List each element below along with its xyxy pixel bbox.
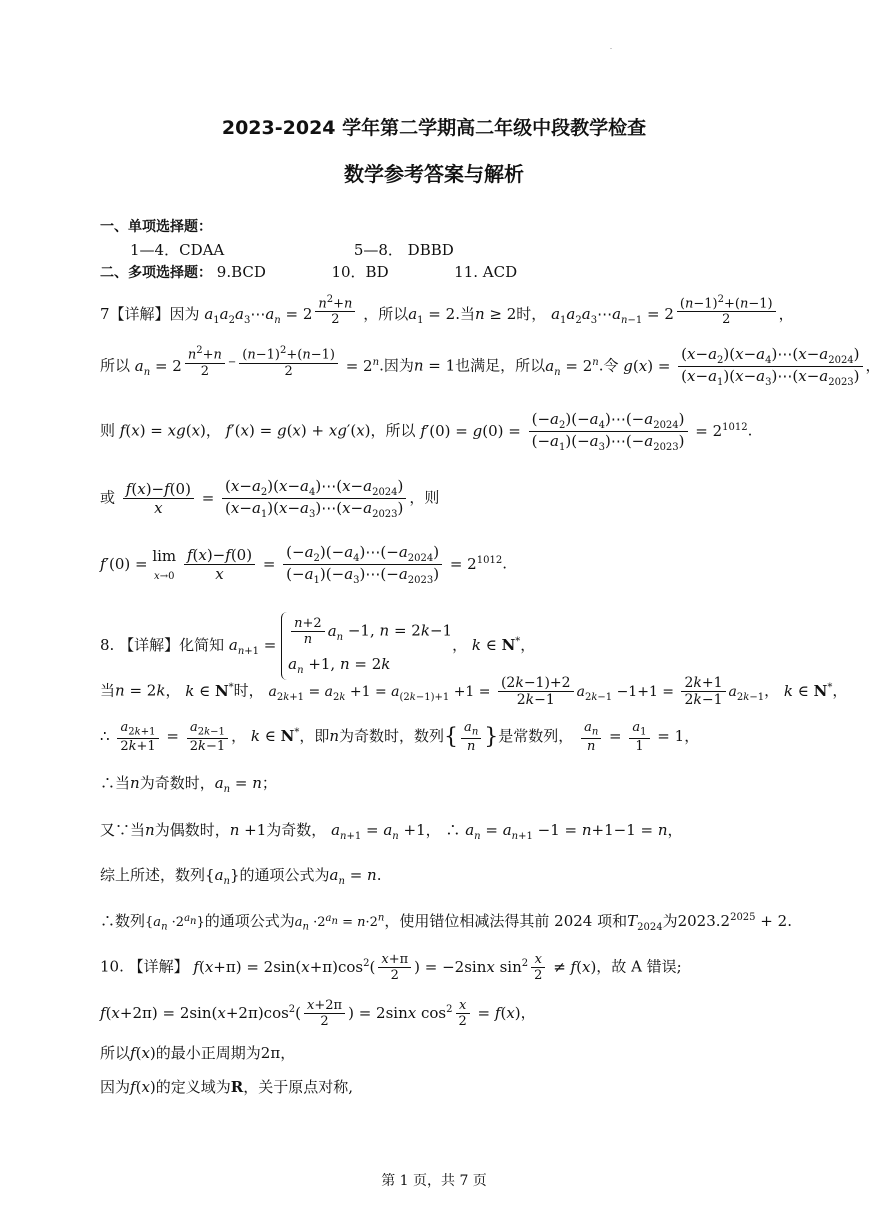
formula: f′(0) = g(0) = $\frac{(-a_2)(-a_4)\cdots(-a_{2024})}{(-a_1)(-a_3)\cdots(-a_{2023})}$ = $2^{1012}$ xyxy=(420,410,748,453)
formula: $f(x+2\pi) = 2\sin(x+2\pi)\cos^2$( $\frac{x+2\pi}{2}$ ) = 2sinx $\cos^2$ $\frac{x}{2}$ = f(x) xyxy=(100,998,521,1029)
formula: f′(x) = g(x) + xg′(x) xyxy=(225,421,371,440)
page-footer: 第 1 页，共 7 页 xyxy=(381,1173,487,1189)
formula: ∴ $a_n = a_{n+1} -1 = n+1-1 = n$ xyxy=(445,821,668,842)
q8-line-3: ∴ $\frac{a_{2k+1}}{2k+1}$ = $\frac{a_{2k-1}}{2k-1}$ ， k ∈ N*，即n为奇数时，数列{ $\frac{a_n}{n}$ }是常数列， $\frac{a_n}{n}$ = $\frac{a_1}{1}$ = 1， xyxy=(100,720,700,754)
formula: $a_n = n$ xyxy=(329,866,377,887)
q8-line-5: 又∵当n为偶数时，n +1为奇数， $a_{n+1} = a_n +1$， ∴ $a_n = a_{n+1} -1 = n+1-1 = n$， xyxy=(100,821,683,842)
answers-5-8: 5—8． DBBD xyxy=(353,241,454,259)
scan-dot xyxy=(610,48,612,49)
formula: $T_{2024}$ xyxy=(627,912,663,933)
formula: $\{a_n \cdot 2^{a_n}\}$ xyxy=(145,912,205,933)
formula: $a_1 = 2$ xyxy=(408,305,456,327)
formula: $\frac{f(x)-f(0)}{x}$ = $\frac{(x-a_2)(x-a_4)\cdots(x-a_{2024})}{(x-a_1)(x-a_3)\cdots(x-a_{2023})}$ xyxy=(120,489,410,507)
formula: f(x) = xg(x) xyxy=(119,421,206,440)
q7-line-1: 7【详解】因为 $a_1a_2a_3\cdots a_n = 2$ $^{\frac{n^2+n}{2}}$ ，所以$a_1 = 2$.当n ≥ 2时， $a_1a_2a_3\cdots a_{n-1} = 2$ $^{\frac{(n-1)^2+(n-1)}{2}}$ ， xyxy=(100,294,794,328)
multi-choice-answers xyxy=(100,261,517,282)
q8-label: 8. 【详解】化简知 xyxy=(100,636,225,654)
q7-line-2: 所以 $a_n = 2$ $^{\frac{n^2+n}{2} - \frac{(n-1)^2+(n-1)}{2}}$ = $2^n$.因为n = 1也满足，所以$a_n = 2^n$.令 g(x) = $\frac{(x-a_2)(x-a_4)\cdots(x-a_{2024})}{(x-a_1)(x-a_3)\cdots(x-a_{2023})}$ ， xyxy=(100,345,881,388)
formula: $\{a_n\}$ xyxy=(205,866,240,887)
single-choice-answers xyxy=(130,239,454,260)
formula: k ∈ N* xyxy=(471,636,521,654)
q8-line-7: ∴数列$\{a_n \cdot 2^{a_n}\}$的通项公式为$a_n \cdot 2^{a_n} = n\cdot 2^n$，使用错位相减法得其前 2024 项和$T_{2024}$为$2023.2^{2025} + 2$. xyxy=(100,912,792,933)
formula: k ∈ N* xyxy=(185,681,234,700)
formula: $\frac{a_n}{n}$ = $\frac{a_1}{1}$ = 1 xyxy=(578,727,684,745)
formula: $a_n \cdot 2^{a_n} = n\cdot 2^n$ xyxy=(294,912,385,933)
formula: 2π xyxy=(260,1044,281,1062)
formula: R xyxy=(230,1078,244,1096)
q10-line-1: 10. 【详解】 $f(x+\pi) = 2\sin(x+\pi)\cos^2$( $\frac{x+\pi}{2}$ ) = −2sinx $\sin^2$ $\frac{x}{2}$ ≠ f(x)，故 A 错误; xyxy=(100,952,682,983)
q8-line-2: 当n = 2k， k ∈ N*时， $a_{2k+1} = a_{2k} +1 = a_{(2k-1)+1} +1$ = $\frac{(2k-1)+2}{2k-1}$ $a_{2k-1} -1+1$ = $\frac{2k+1}{2k-1}$ $a_{2k-1}$， k ∈ N*， xyxy=(100,675,848,708)
answers-1-4: 1—4．CDAA xyxy=(130,241,225,259)
formula: g(x) = $\frac{(x-a_2)(x-a_4)\cdots(x-a_{2024})}{(x-a_1)(x-a_3)\cdots(x-a_{2023})}$ xyxy=(623,357,865,375)
q7-line-4: 或 $\frac{f(x)-f(0)}{x}$ = $\frac{(x-a_2)(x-a_4)\cdots(x-a_{2024})}{(x-a_1)(x-a_3)\cdots(x-a_{2023})}$ ，则 xyxy=(100,477,440,520)
page-subtitle: 数学参考答案与解析 xyxy=(344,162,524,186)
q8-line-4: ∴当n为奇数时，$a_n = n$； xyxy=(100,774,277,795)
formula: $a_1a_2a_3\cdots a_{n-1} = 2$ $^{\frac{(n-1)^2+(n-1)}{2}}$ xyxy=(551,305,778,323)
q10-line-3: 所以f(x)的最小正周期为2π， xyxy=(100,1044,296,1062)
formula: n = 1 xyxy=(413,356,456,375)
formula: ∴ $\frac{a_{2k+1}}{2k+1}$ = $\frac{a_{2k-1}}{2k-1}$ xyxy=(100,727,231,745)
formula: k ∈ N* xyxy=(783,681,833,700)
q8-line-6: 综上所述，数列$\{a_n\}$的通项公式为$a_n = n$. xyxy=(100,866,382,887)
section-multi-choice-label: 二、多项选择题： xyxy=(100,265,212,281)
answer-10: 10．BD xyxy=(331,263,389,281)
q7-label: 7【详解】因为 xyxy=(100,305,200,324)
formula: n +1 xyxy=(229,821,267,839)
formula: $a_{n+1} = a_n +1$ xyxy=(331,821,426,842)
q10-line-4: 因为f(x)的定义域为R，关于原点对称, xyxy=(100,1078,354,1096)
formula: $a_n = 2^n$ xyxy=(545,356,599,378)
formula: $2023.2^{2025} + 2$ xyxy=(677,912,788,930)
q7-line-3: 则 f(x) = xg(x)， f′(x) = g(x) + xg′(x)，所以 f′(0) = g(0) = $\frac{(-a_2)(-a_4)\cdots(-a_{2024})}{(-a_1)(-a_3)\cdots(-a_{2023})}$ = $2^{1012}$. xyxy=(100,410,753,453)
formula: k ∈ N* xyxy=(250,726,300,745)
formula: { $\frac{a_n}{n}$ } xyxy=(444,720,499,754)
answer-9: 9.BCD xyxy=(216,263,266,281)
formula: $a_{n+1}$ = $\frac{n+2}{n}$ $a_n -1$, n = 2k−1 $a_n +1$, n = 2k xyxy=(229,636,452,654)
formula: $a_1a_2a_3\cdots a_n = 2$ $^{\frac{n^2+n}{2}}$ xyxy=(204,305,358,323)
formula: f(x) xyxy=(130,1044,156,1062)
page-title: 2023-2024 学年第二学期高二年级中段教学检查 xyxy=(221,117,647,139)
q10-label: 10. 【详解】 xyxy=(100,957,189,976)
formula: n ≥ 2 xyxy=(474,305,517,324)
formula: $f(x+\pi) = 2\sin(x+\pi)\cos^2$( $\frac{x+\pi}{2}$ ) = −2sinx $\sin^2$ $\frac{x}{2}$ ≠ f(x) xyxy=(193,952,597,983)
formula: $a_{2k+1} = a_{2k} +1 = a_{(2k-1)+1} +1$ = $\frac{(2k-1)+2}{2k-1}$ $a_{2k-1} -1+1$ = $\frac{2k+1}{2k-1}$ $a_{2k-1}$ xyxy=(268,675,765,708)
q10-line-2: $f(x+2\pi) = 2\sin(x+2\pi)\cos^2$( $\frac{x+2\pi}{2}$ ) = 2sinx $\cos^2$ $\frac{x}{2}$ = f(x)， xyxy=(100,998,536,1029)
formula: $a_n = n$ xyxy=(214,774,262,795)
answer-11: 11. ACD xyxy=(454,263,518,281)
formula: $a_n = 2$ $^{\frac{n^2+n}{2} - \frac{(n-1)^2+(n-1)}{2}}$ = $2^n$ xyxy=(134,345,380,379)
section-single-choice-label: 一、单项选择题： xyxy=(100,219,212,235)
q8-line-1: 8. 【详解】化简知 $a_{n+1}$ = $\frac{n+2}{n}$ $a_n -1$, n = 2k−1 $a_n +1$, n = 2k ， k ∈ N*， xyxy=(100,612,535,680)
formula: n = 2k xyxy=(115,681,166,700)
formula: f′(0) = lim x→0 $\frac{f(x)-f(0)}{x}$ = $\frac{(-a_2)(-a_4)\cdots(-a_{2024})}{(-a_1)(-a_3)\cdots(-a_{2023})}$ = $2^{1012}$ xyxy=(100,543,503,586)
q7-line-5: f′(0) = lim x→0 $\frac{f(x)-f(0)}{x}$ = $\frac{(-a_2)(-a_4)\cdots(-a_{2024})}{(-a_1)(-a_3)\cdots(-a_{2023})}$ = $2^{1012}$. xyxy=(100,543,507,586)
formula: f(x) xyxy=(130,1078,156,1096)
